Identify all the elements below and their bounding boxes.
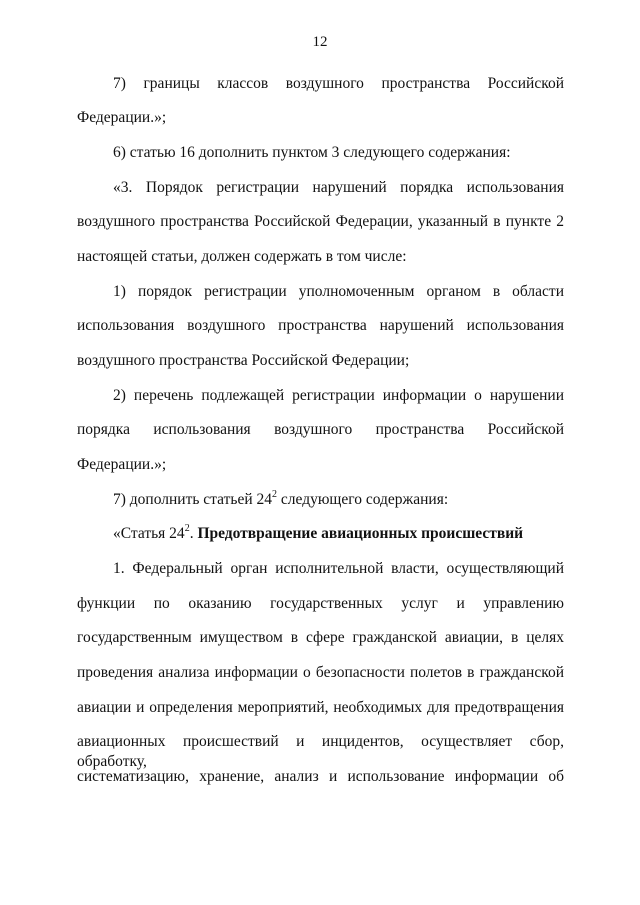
text-line: 1. Федеральный орган исполнительной власти, осуществляющий [113, 560, 564, 577]
text-line: авиации и определения мероприятий, необходимых для предотвращения [77, 699, 564, 716]
text-line: государственным имуществом в сфере гражданской авиации, в целях [77, 629, 564, 646]
text-line: Федерации.»; [77, 109, 167, 126]
item-7-prefix: 7) дополнить статьей 24 [113, 491, 273, 508]
article-prefix: «Статья 24 [113, 525, 185, 542]
text-line: настоящей статьи, должен содержать в том числе: [77, 248, 407, 265]
text-line: Федерации.»; [77, 456, 167, 473]
text-line: проведения анализа информации о безопасности полетов в гражданской [77, 664, 564, 681]
text-line: 1) порядок регистрации уполномоченным органом в области [113, 283, 564, 300]
text-line: систематизацию, хранение, анализ и использование информации об [77, 768, 564, 785]
article-title: Предотвращение авиационных происшествий [197, 525, 524, 542]
text-line: функции по оказанию государственных услуг и управлению [77, 595, 564, 612]
text-line: использования воздушного пространства нарушений использования [77, 317, 564, 334]
text-line: воздушного пространства Российской Федерации, указанный в пункте 2 [77, 213, 564, 230]
article-dot: . [189, 525, 198, 542]
page-number: 12 [312, 34, 328, 50]
text-line: порядка использования воздушного пространства Российской [77, 421, 564, 438]
item-7-superscript: 2 [272, 488, 278, 500]
article-superscript: 2 [184, 522, 190, 534]
article-heading [113, 524, 564, 544]
text-line: воздушного пространства Российской Федерации; [77, 352, 410, 369]
text-line: 6) статью 16 дополнить пунктом 3 следующего содержания: [113, 144, 511, 161]
text-line: 7) границы классов воздушного пространства Российской [113, 75, 564, 92]
item-7-suffix: следующего содержания: [277, 491, 449, 508]
text-line: 2) перечень подлежащей регистрации информации о нарушении [113, 387, 564, 404]
text-line: «3. Порядок регистрации нарушений порядка использования [113, 179, 564, 196]
text-line: авиационных происшествий и инцидентов, осуществляет сбор, обработку, [77, 733, 564, 770]
item-7-line [113, 490, 564, 510]
